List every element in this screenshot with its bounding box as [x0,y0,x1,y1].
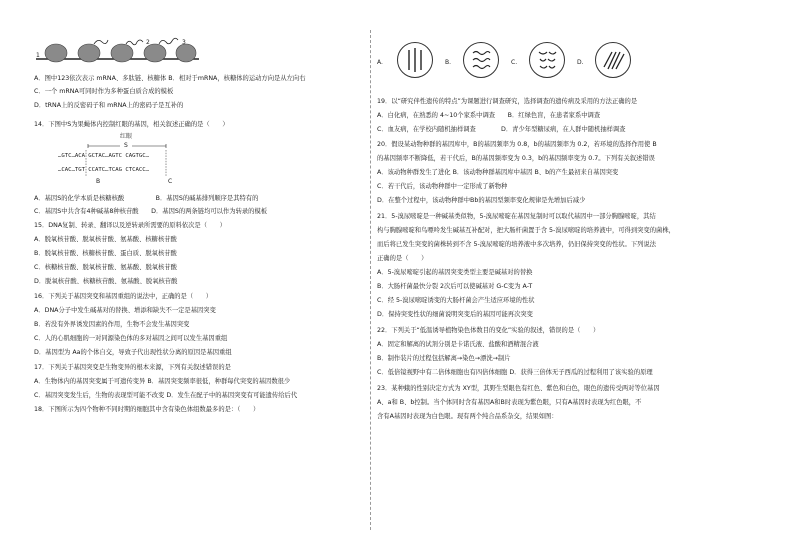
q21-line-2: 构与胸腺嘧啶和鸟嘌呤发生碱基互补配对，把大肠杆菌置于含 5-溴尿嘧啶的培养液中，可得到突变的菌株， [377,227,675,234]
q15-option-a: A．脱氧核苷酸、脱氧核苷酸、氨基酸、核糖核苷酸 [34,236,177,243]
q14-stem: 14．下图中S为果蝇体内控制红眼的基因，相关叙述正确的是（ ） [34,121,229,128]
q22-stem: 22．下列关于“低温诱导植物染色体数目的变化”实验的叙述，错误的是（ ） [377,327,600,334]
q13-option-ab: A．图中123依次表示 mRNA、多肽链、核糖体 B．相对于mRNA，核糖体的运动方向是从左向右 [34,75,306,82]
q14-option-cd: C．基因S中共含有4种碱基8种核苷酸 D．基因S的两条链均可以作为转录的模板 [34,208,268,215]
chromosomes-b [464,43,498,77]
q22-option-cd: C．低倍镜视野中有二倍体细胞也有四倍体细胞 D．获得三倍体无子西瓜的过程利用了该实验的原理 [377,369,653,376]
q16-option-c: C．人的心肌细胞的一对同源染色体的多对基因之间可以发生基因重组 [34,335,228,342]
cell-label-c: C. [511,59,518,66]
q17-option-cd: C．基因突变发生后，生物的表现型可能不改变 D．发生在配子中的基因突变有可能遗传给后代 [34,392,298,399]
q17-stem: 17．下列关于基因突变是生物变异的根本来源，下列有关叙述错误的是 [34,364,231,371]
top-strand: …GTC…ACA GCTAC…AGTC CAGTGC… [58,153,149,159]
q21-line-1: 21．5-溴尿嘧啶是一种碱基类似物，5-溴尿嘧啶在基因复制时可以取代基因中一部分胸腺嘧啶，其结 [377,213,656,220]
cell-label-a: A. [377,59,383,66]
q22-option-a: A．固定和解离的试剂分别是卡诺氏液、盐酸和酒精混合液 [377,341,539,348]
fig13-label-2: 2 [146,39,150,46]
chromosomes-d [596,43,630,77]
gene-label: 红眼 [120,133,133,140]
q22-option-b: B．制作装片的过程包括解离→染色→漂洗→制片 [377,355,511,362]
bottom-strand: …CAC…TGT CCATC…TCAG CTCACC… [58,167,149,173]
q20-line-2: 的基因频率不断降低，若干代后，B的基因频率变为 0.3，b的基因频率变为 0.7。下列有关叙述错误 [377,155,655,162]
q14-option-ab: A．基因S的化学本质是核糖核酸 B．基因S的碱基排列顺序是其特有的 [34,195,259,202]
q15-option-b: B．脱氧核苷酸、核糖核苷酸、蛋白质、脱氧核苷酸 [34,250,177,257]
translation-figure [34,36,204,66]
q20-option-c: C．若干代后，该动物种群中一定形成了新物种 [377,183,508,190]
q21-option-a: A．5-溴尿嘧啶引起的基因突变类型主要是碱基对的替换 [377,269,533,276]
q21-line-4: 正确的是（ ） [377,255,428,262]
cells-figure [377,36,677,86]
q21-line-3: 而后将已发生突变的菌株转到不含 5-溴尿嘧啶的培养液中多次培养，仍旧保持突变的性状。下列说法 [377,241,657,248]
q20-option-ab: A．该动物种群发生了进化 B．该动物种群基因库中基因 B、b的产生最初来自基因突变 [377,169,619,176]
q16-stem: 16．下列关于基因突变和基因重组的说法中，正确的是（ ） [34,293,213,300]
q18-stem: 18．下图所示为四个物种不同时期的细胞其中含有染色体组数最多的是：（ ） [34,406,260,413]
gene-brackets [56,134,216,190]
q15-option-c: C．核糖核苷酸、脱氧核苷酸、氨基酸、脱氧核苷酸 [34,264,177,271]
marker-b: B [96,178,101,185]
q23-line-3: 含有A基因时表现为白色眼。现有两个纯合品系杂交，结果如图： [377,413,558,420]
fig13-label-3: 3 [182,39,186,46]
cell-a [397,42,433,78]
q19-option-cd: C．血友病，在学校内随机抽样调查 D．青少年型糖尿病，在人群中随机抽样调查 [377,126,626,133]
q13-option-d: D．tRNA上的反密码子和 mRNA上的密码子是互补的 [34,102,184,109]
chromosomes-c [530,43,564,77]
cell-label-d: D. [577,59,584,66]
gene-letter: S [124,142,128,149]
q23-line-2: A、a和 B、b控制。当个体同时含有基因A和B时表现为紫色眼，只有A基因时表现为红色眼，不 [377,399,642,406]
q13-option-c: C．一个 mRNA可同时作为多种蛋白质合成的模板 [34,88,174,95]
chromosomes-a [398,43,432,77]
q21-option-c: C．经 5-溴尿嘧啶诱变的大肠杆菌会产生适应环境的性状 [377,297,535,304]
q20-option-d: D．在整个过程中，该动物种群中Bb的基因型频率变化规律是先增加后减少 [377,197,586,204]
q17-option-ab: A．生物体内的基因突变属于可遗传变异 B．基因突变频率很低，种群每代突变的基因数很少 [34,378,291,385]
q16-option-a: A．DNA分子中发生碱基对的替换、增添和缺失不一定是基因突变 [34,307,216,314]
column-divider [370,30,371,530]
marker-c: C [168,178,173,185]
cell-c [529,42,565,78]
q19-stem: 19．以“研究伴性遗传的特点”为课题进行调查研究，选择调查的遗传病及采用的方法正确的是 [377,98,638,105]
q23-line-1: 23．某种蛾的性别决定方式为 XY型，其野生型眼色有红色、紫色和白色，眼色的遗传受两对等位基因 [377,385,660,392]
cell-label-b: B. [445,59,452,66]
q19-option-ab: A．白化病，在熟悉的 4~10个家系中调查 B．红绿色盲，在患者家系中调查 [377,112,601,119]
q15-option-d: D．脱氧核苷酸、核糖核苷酸、氨基酸、脱氧核苷酸 [34,278,178,285]
cell-b [463,42,499,78]
q21-option-d: D．保持突变性状的细菌说明突变后的基因可能再次突变 [377,311,533,318]
fig13-label-1: 1 [36,52,40,59]
q16-option-b: B．若没有外界诱发因素的作用，生物不会发生基因突变 [34,321,190,328]
gene-figure [56,134,216,190]
cell-d [595,42,631,78]
q21-option-b: B．大肠杆菌最快分裂 2次后可以使碱基对 G-C变为 A-T [377,283,533,290]
q16-option-d: D．基因型为 Aa的个体自交，导致子代出现性状分离的原因是基因重组 [34,349,232,356]
q15-stem: 15．DNA复制、转录、翻译以及逆转录所需要的原料依次是（ ） [34,222,226,229]
q20-line-1: 20．假设某动物种群的基因库中，B的基因频率为 0.8，b的基因频率为 0.2，若环境的选择作用使 B [377,141,657,148]
